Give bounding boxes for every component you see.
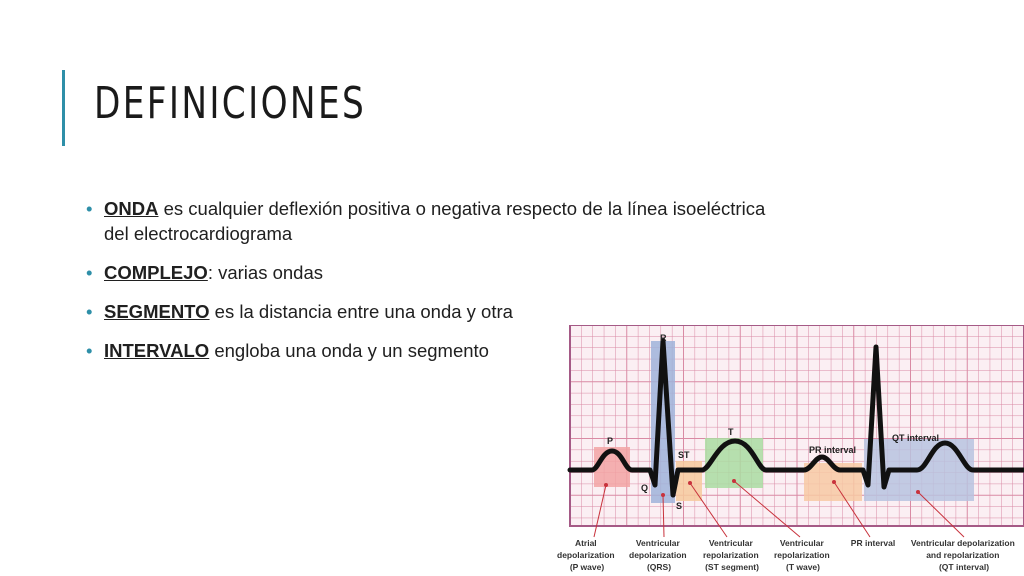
definition-complejo: : varias ondas	[207, 262, 324, 283]
label-t: T	[728, 427, 734, 437]
caption-ventricular-depolarization: Ventricular depolarization (QRS)	[629, 538, 687, 572]
pointer-dot	[604, 483, 608, 487]
caption-atrial-depolarization: Atrial depolarization (P wave)	[557, 538, 615, 572]
caption-t-wave: Ventricular repolarization (T wave)	[773, 538, 830, 572]
bullet-icon: •	[86, 262, 93, 283]
label-r: R	[660, 333, 667, 343]
caption-qt-interval: Ventricular depolarization and repolarization (QT interval)	[910, 538, 1015, 572]
definition-onda-continuation: del electrocardiograma	[104, 223, 293, 244]
definition-intervalo: engloba una onda y un segmento	[209, 340, 489, 361]
label-qt-interval: QT interval	[892, 433, 940, 443]
bullet-complejo	[86, 260, 886, 285]
definition-onda: es cualquier deflexión positiva o negativa respecto de la línea isoeléctrica	[158, 198, 766, 219]
pointer-dot	[661, 493, 665, 497]
caption-pr-interval: PR interval	[850, 538, 896, 548]
label-q: Q	[641, 483, 649, 493]
bullet-segmento	[86, 299, 886, 324]
pointer-dot	[916, 490, 920, 494]
label-p: P	[607, 436, 614, 446]
caption-st-segment: Ventricular repolarization (ST segment)	[702, 538, 759, 572]
term-intervalo: INTERVALO	[104, 340, 210, 361]
label-pr-interval: PR interval	[809, 445, 857, 455]
ecg-diagram	[552, 325, 1024, 576]
term-onda: ONDA	[104, 198, 159, 219]
pointer-dot	[688, 481, 692, 485]
label-st: ST	[678, 450, 690, 460]
bullet-icon: •	[86, 198, 93, 219]
definition-segmento: es la distancia entre una onda y otra	[209, 301, 513, 322]
pointer-dot	[832, 480, 836, 484]
term-complejo: COMPLEJO	[104, 262, 208, 283]
pointer-dot	[732, 479, 736, 483]
slide-title: DEFINICIONES	[94, 78, 367, 129]
bullet-icon: •	[86, 301, 93, 322]
bullet-icon: •	[86, 340, 93, 361]
term-segmento: SEGMENTO	[104, 301, 210, 322]
title-accent-bar	[62, 70, 65, 146]
label-s: S	[676, 501, 683, 511]
bullet-onda	[86, 196, 886, 246]
